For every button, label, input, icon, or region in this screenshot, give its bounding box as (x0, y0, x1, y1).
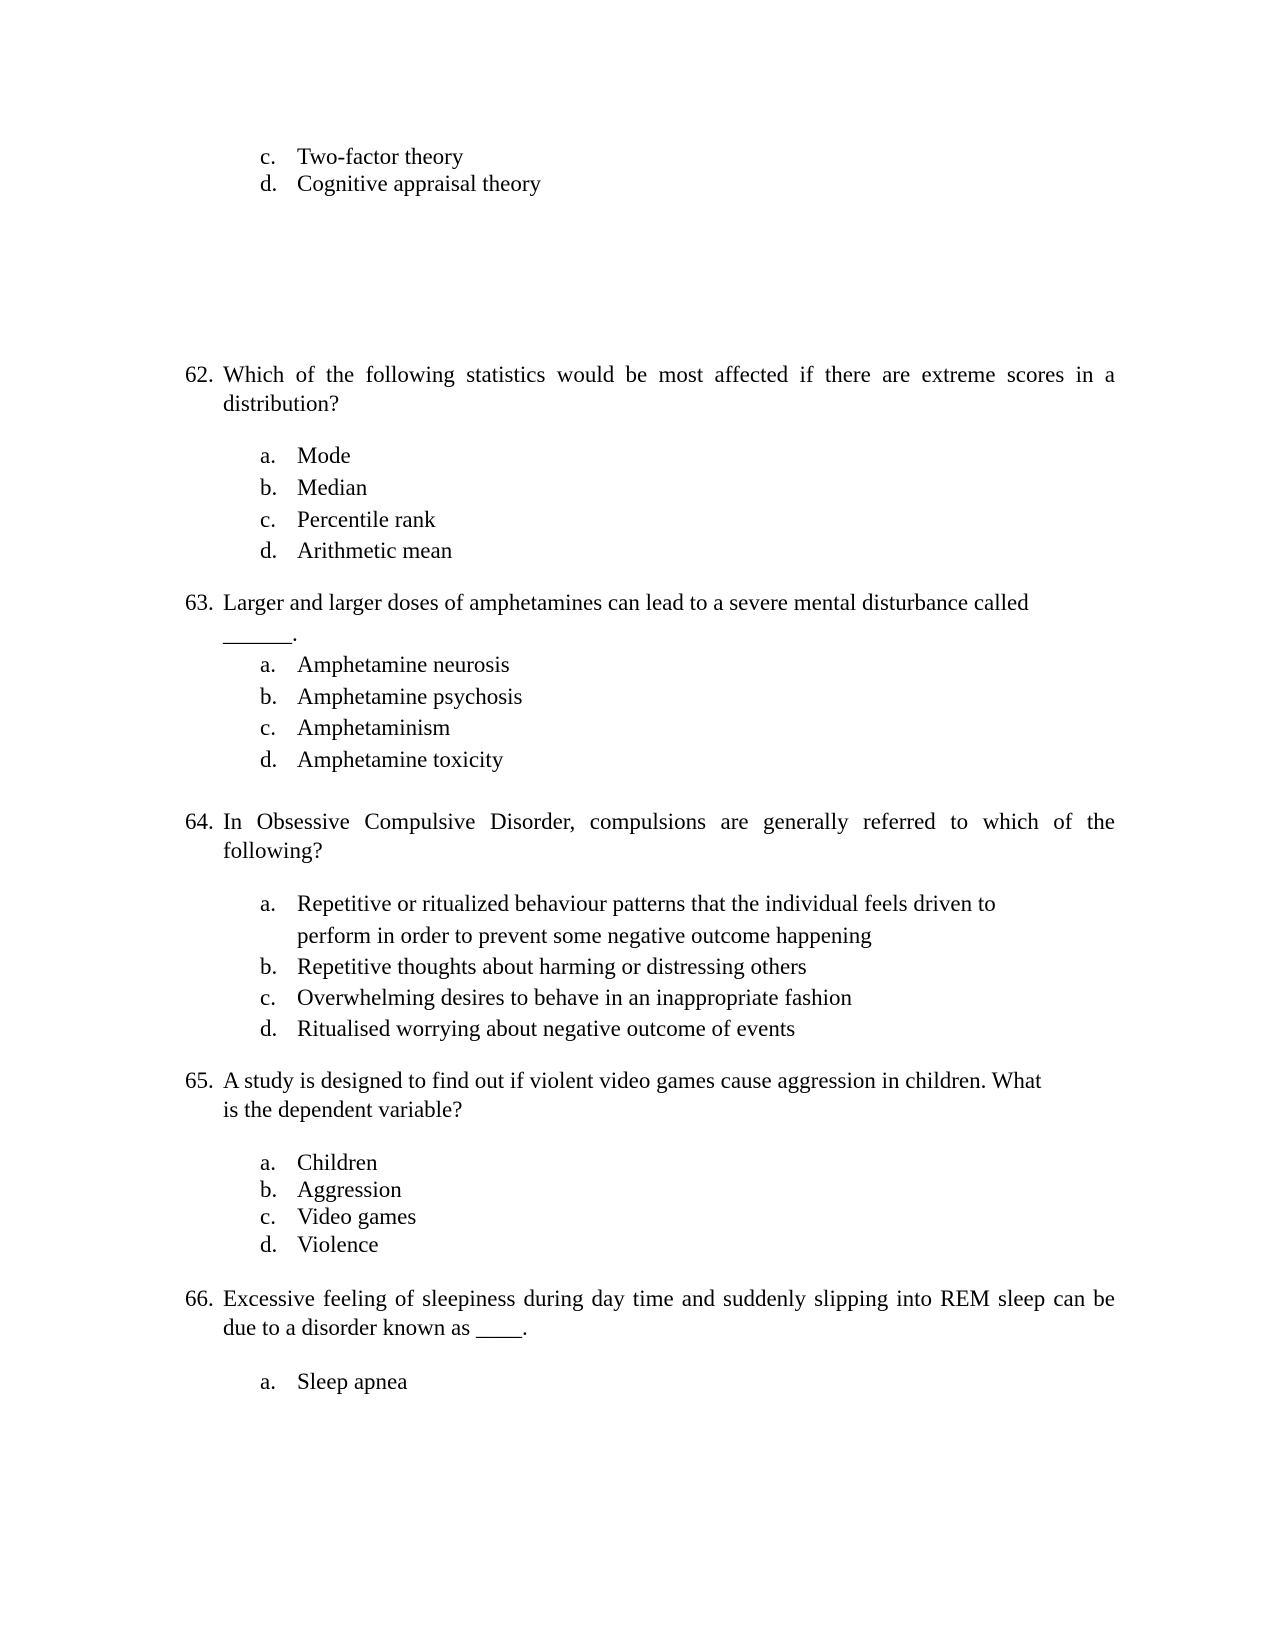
option-text: Children (297, 1150, 378, 1175)
question-number: 64. (185, 809, 214, 834)
option-letter: d. (260, 1016, 278, 1041)
question-stem: Excessive feeling of sleepiness during day time and suddenly slipping into REM sleep can be due to a disorder known as ____. (223, 1286, 1115, 1340)
option-letter: a. (260, 652, 276, 677)
option-letter: a. (260, 891, 276, 916)
option-text-line: Repetitive or ritualized behaviour patterns that the individual feels driven to (297, 891, 996, 916)
question-number: 66. (185, 1286, 214, 1311)
question-62 (185, 360, 1115, 418)
question-stem (223, 1066, 1115, 1124)
option-letter: d. (260, 1232, 278, 1257)
option-letter: d. (260, 538, 278, 563)
option-letter: d. (260, 747, 278, 772)
question-stem-line: is the dependent variable? (223, 1097, 463, 1122)
option-text: Amphetamine psychosis (297, 684, 523, 709)
option-letter: b. (260, 1177, 278, 1202)
question-stem-blank: ______. (223, 621, 298, 646)
question-stem: In Obsessive Compulsive Disorder, compulsions are generally referred to which of the following? (223, 809, 1115, 863)
option-text: Median (297, 475, 368, 500)
option-letter: c. (260, 985, 276, 1010)
question-65 (185, 1066, 1115, 1124)
question-64 (185, 807, 1115, 865)
question-63 (185, 588, 1115, 648)
option-text: Violence (297, 1232, 379, 1257)
option-text: Sleep apnea (297, 1369, 408, 1394)
option-letter: b. (260, 954, 278, 979)
option-text: Amphetamine toxicity (297, 747, 504, 772)
option-text: Ritualised worrying about negative outcome of events (297, 1016, 796, 1041)
option-text: Amphetaminism (297, 715, 451, 740)
option-text: Mode (297, 443, 351, 468)
option-text: Amphetamine neurosis (297, 652, 510, 677)
question-number: 62. (185, 362, 214, 387)
question-stem: Which of the following statistics would be most affected if there are extreme scores in a distribution? (223, 362, 1115, 416)
option-text: Cognitive appraisal theory (297, 171, 541, 196)
option-text: Overwhelming desires to behave in an inappropriate fashion (297, 985, 853, 1010)
question-number: 65. (185, 1068, 214, 1093)
option-letter: a. (260, 443, 276, 468)
option-letter: c. (260, 144, 276, 169)
question-stem (223, 588, 1115, 648)
question-number: 63. (185, 590, 214, 615)
option-letter: c. (260, 1204, 276, 1229)
question-stem-line: Larger and larger doses of amphetamines can lead to a severe mental disturbance called (223, 590, 1029, 615)
option-letter: c. (260, 715, 276, 740)
option-letter: b. (260, 684, 278, 709)
option-letter: d. (260, 171, 278, 196)
option-letter: a. (260, 1369, 276, 1394)
option-letter: b. (260, 475, 278, 500)
option-letter: a. (260, 1150, 276, 1175)
option-text (297, 888, 1057, 952)
option-text: Repetitive thoughts about harming or distressing others (297, 954, 807, 979)
option-text: Arithmetic mean (297, 538, 453, 563)
question-66 (185, 1284, 1115, 1342)
option-text-line: perform in order to prevent some negative outcome happening (297, 923, 872, 948)
option-letter: c. (260, 507, 276, 532)
option-text: Two-factor theory (297, 144, 464, 169)
option-text: Aggression (297, 1177, 402, 1202)
question-stem-line: A study is designed to find out if violent video games cause aggression in children. What (223, 1068, 1042, 1093)
option-text: Percentile rank (297, 507, 436, 532)
option-text: Video games (297, 1204, 417, 1229)
